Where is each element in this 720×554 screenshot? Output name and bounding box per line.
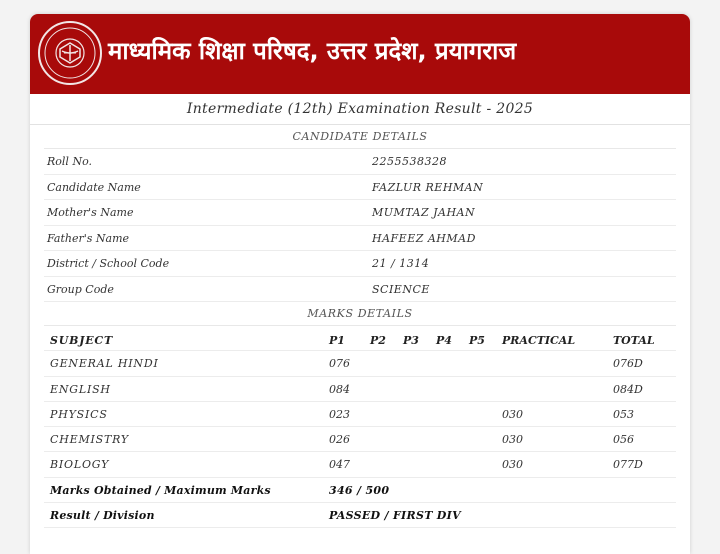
practical-mark: 030 [502,433,523,447]
subject-name: ENGLISH [50,382,111,396]
p1-mark: 076 [329,357,350,371]
detail-row-mother-name [44,200,676,226]
board-title: माध्यमिक शिक्षा परिषद, उत्तर प्रदेश, प्रयागराज [108,37,517,65]
table-row [44,351,676,376]
subject-name: PHYSICS [50,407,108,421]
total-mark: 076D [613,357,643,371]
exam-title: Intermediate (12th) Examination Result - 2025 [30,94,690,125]
total-mark: 084D [613,382,643,396]
detail-row-roll-no [44,149,676,175]
detail-label: Roll No. [47,155,92,168]
table-row [44,427,676,452]
marks-obtained-label: Marks Obtained / Maximum Marks [50,483,271,497]
p1-mark: 023 [329,407,350,421]
detail-value: HAFEEZ AHMAD [372,231,476,245]
total-mark: 077D [613,458,643,472]
table-row [44,452,676,477]
total-mark: 053 [613,407,634,421]
candidate-section-title: CANDIDATE DETAILS [44,125,676,149]
p1-mark: 084 [329,382,350,396]
subject-name: BIOLOGY [50,458,110,472]
marks-obtained-value: 346 / 500 [329,483,390,497]
result-card [30,14,690,554]
marks-header-row [44,326,676,351]
detail-row-group-code [44,277,676,303]
detail-label: Group Code [47,282,114,296]
detail-value: 2255538328 [372,155,447,168]
detail-label: Mother's Name [47,206,134,219]
subject-name: GENERAL HINDI [50,357,159,371]
detail-row-father-name [44,226,676,252]
col-header-p2: P2 [370,334,386,347]
col-header-subject: SUBJECT [50,334,113,347]
detail-label: Father's Name [47,231,130,245]
detail-row-district-school [44,251,676,277]
result-division-row [44,503,676,528]
practical-mark: 030 [502,407,523,421]
table-row [44,377,676,402]
p1-mark: 047 [329,458,350,472]
col-header-total: TOTAL [613,334,655,347]
detail-value: SCIENCE [372,282,430,296]
cut-off-section [44,528,676,552]
detail-value: 21 / 1314 [372,257,430,270]
detail-value: MUMTAZ JAHAN [372,206,476,219]
total-mark: 056 [613,433,634,447]
col-header-p5: P5 [469,334,485,347]
col-header-p1: P1 [329,334,345,347]
marks-obtained-row [44,478,676,503]
col-header-practical: PRACTICAL [502,334,576,347]
detail-label: District / School Code [47,257,170,270]
detail-row-candidate-name [44,175,676,201]
detail-label: Candidate Name [47,180,141,194]
result-division-value: PASSED / FIRST DIV [329,509,461,523]
p1-mark: 026 [329,433,350,447]
result-division-label: Result / Division [50,509,155,523]
practical-mark: 030 [502,458,523,472]
marks-section-title: MARKS DETAILS [44,302,676,326]
subject-name: CHEMISTRY [50,433,129,447]
table-row [44,402,676,427]
board-logo-icon [38,21,102,85]
col-header-p3: P3 [403,334,419,347]
detail-value: FAZLUR REHMAN [372,180,484,194]
col-header-p4: P4 [436,334,452,347]
header-banner [30,14,690,94]
